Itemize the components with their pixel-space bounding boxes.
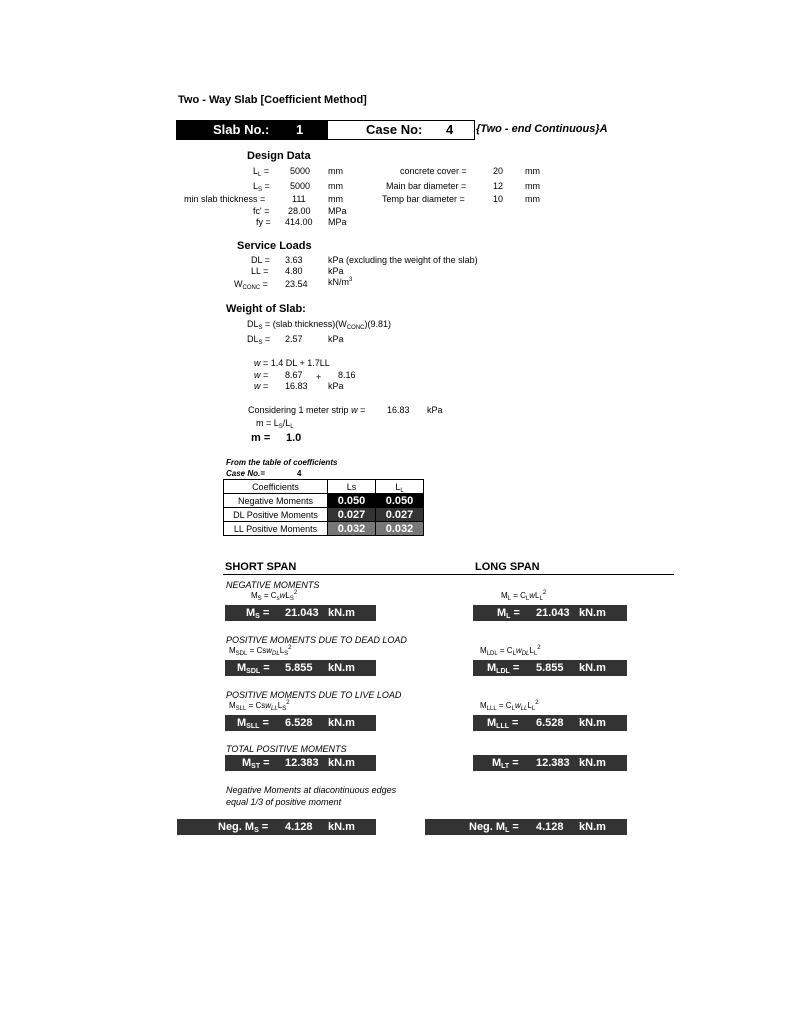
coef-col-ls: Ls	[328, 480, 376, 494]
strip-unit: kPa	[427, 405, 443, 415]
main-bar-label: Main bar diameter =	[386, 181, 467, 191]
ml-formula: $M_L = C_LwL_L^2$	[501, 590, 547, 602]
ls-value: 5000	[290, 181, 311, 191]
design-data-heading: Design Data	[247, 150, 311, 162]
wconc-label: $W_{CONC}$ =	[234, 279, 268, 291]
pos-ll-heading: POSITIVE MOMENTS DUE TO LIVE LOAD	[226, 690, 402, 700]
ms-value: 21.043	[285, 607, 319, 619]
mldl-unit: kN.m	[579, 662, 606, 674]
msll-formula: $M_{SLL} = Csw_{LL}L_S^2$	[229, 700, 290, 712]
slab-no-label: Slab No.:	[213, 122, 270, 137]
main-bar-unit: mm	[525, 181, 540, 191]
mlll-result-box	[473, 715, 627, 731]
mlll-unit: kN.m	[579, 717, 606, 729]
ll-load-unit: kPa	[328, 266, 344, 276]
w-total-value: 16.83	[285, 381, 308, 391]
wconc-unit: $kN/m^3$	[328, 277, 353, 287]
coef-ls-value: 0.032	[328, 522, 376, 536]
note-line-1: Negative Moments at diacontinuous edges	[226, 785, 397, 795]
ll-load-label: LL =	[251, 266, 269, 276]
ms-formula: $M_S = C_swL_S^2$	[251, 590, 298, 602]
dls-formula: $DL_S$ = (slab $thickness)(W_{CONC})(9.81)$	[247, 319, 391, 331]
dls-value: 2.57	[285, 334, 303, 344]
coef-ll-value: 0.032	[376, 522, 424, 536]
dls-label: $DL_S$ =	[247, 334, 271, 346]
w-total-unit: kPa	[328, 381, 344, 391]
long-span-heading: LONG SPAN	[475, 561, 540, 573]
mldl-value: 5.855	[536, 662, 564, 674]
fy-unit: MPa	[328, 217, 347, 227]
wconc-value: 23.54	[285, 279, 308, 289]
ms-label: $M_S$ =	[246, 607, 270, 620]
ml-value: 21.043	[536, 607, 570, 619]
dl-unit: kPa (excluding the weight of the slab)	[328, 255, 478, 265]
mlll-formula: $M_{LLL} = C_Lw_{LL}L_L^2$	[480, 700, 539, 712]
dl-label: DL =	[251, 255, 270, 265]
msll-result-box	[225, 715, 376, 731]
cover-value: 20	[493, 166, 504, 176]
min-slab-label: min slab thickness =	[184, 194, 266, 204]
neg-ms-label: Neg. $M_S$ =	[218, 821, 269, 834]
coef-ls-value: 0.027	[328, 508, 376, 522]
fc-unit: MPa	[328, 206, 347, 216]
min-slab-unit: mm	[328, 194, 343, 204]
ml-unit: kN.m	[579, 607, 606, 619]
msll-value: 6.528	[285, 717, 313, 729]
min-slab-value: 111	[292, 194, 306, 204]
mlt-result-box	[473, 755, 627, 771]
pos-dl-heading: POSITIVE MOMENTS DUE TO DEAD LOAD	[226, 635, 407, 645]
msdl-unit: kN.m	[328, 662, 355, 674]
ll-load-value: 4.80	[285, 266, 303, 276]
mlll-label: $M_{LLL}$ =	[487, 717, 519, 730]
weight-heading: Weight of Slab:	[226, 303, 306, 315]
coef-col-header: Coefficients	[224, 480, 328, 494]
w-sum-label: w =	[254, 370, 269, 380]
neg-ml-result-box	[425, 819, 627, 835]
msll-label: $M_{SLL}$ =	[237, 717, 269, 730]
case-no-value: 4	[446, 122, 454, 137]
dls-unit: kPa	[328, 334, 344, 344]
w-formula: w = 1.4 DL + 1.7LL	[254, 358, 330, 368]
dl-value: 3.63	[285, 255, 303, 265]
neg-ms-unit: kN.m	[328, 821, 355, 833]
strip-value: 16.83	[387, 405, 410, 415]
mst-result-box	[225, 755, 376, 771]
msll-unit: kN.m	[328, 717, 355, 729]
ls-unit: mm	[328, 181, 343, 191]
ml-label: $M_L$ =	[497, 607, 520, 620]
temp-bar-unit: mm	[525, 194, 540, 204]
table-row	[224, 494, 424, 508]
ms-result-box	[225, 605, 376, 621]
table-header-row	[224, 480, 424, 494]
w-plus: +	[316, 372, 322, 382]
ll-unit: mm	[328, 166, 343, 176]
msdl-result-box	[225, 660, 376, 676]
temp-bar-label: Temp bar diameter =	[382, 194, 465, 204]
fy-value: 414.00	[285, 217, 313, 227]
span-divider	[223, 574, 674, 575]
m-formula: $m = L_S/L_L$	[256, 418, 294, 430]
mlt-value: 12.383	[536, 757, 570, 769]
coef-ls-value: 0.050	[328, 494, 376, 508]
total-pos-heading: TOTAL POSITIVE MOMENTS	[226, 744, 347, 754]
mldl-formula: $M_{LDL} = C_Lw_{DL}L_L^2$	[480, 645, 541, 657]
m-label: m =	[251, 432, 271, 444]
neg-ms-value: 4.128	[285, 821, 313, 833]
neg-ms-result-box	[177, 819, 376, 835]
coef-col-ll: $L_L$	[376, 480, 424, 494]
ll-value: 5000	[290, 166, 311, 176]
msdl-value: 5.855	[285, 662, 313, 674]
cover-unit: mm	[525, 166, 540, 176]
msdl-formula: $M_{SDL} = Csw_{DL}L_S^2$	[229, 645, 292, 657]
note-line-2: equal 1/3 of positive moment	[226, 797, 342, 807]
strip-label: Considering 1 meter strip w =	[248, 405, 366, 415]
main-bar-value: 12	[493, 181, 504, 191]
page-title: Two - Way Slab [Coefficient Method]	[178, 94, 367, 106]
ms-unit: kN.m	[328, 607, 355, 619]
cover-label: concrete cover =	[400, 166, 467, 176]
slab-no-value: 1	[296, 122, 304, 137]
mst-label: $M_{ST}$ =	[242, 757, 270, 770]
neg-ml-label: Neg. $M_L$ =	[469, 821, 519, 834]
coefficients-table	[223, 479, 424, 536]
ll-label: $L_L$ =	[253, 166, 270, 178]
slab-header-bar	[176, 120, 475, 140]
mldl-label: $M_{LDL}$ =	[487, 662, 520, 675]
w-dl-part: 8.67	[285, 370, 303, 380]
coef-case-value: 4	[297, 469, 302, 478]
mldl-result-box	[473, 660, 627, 676]
m-value: 1.0	[286, 432, 302, 444]
neg-moments-heading: NEGATIVE MOMENTS	[226, 580, 320, 590]
mlt-unit: kN.m	[579, 757, 606, 769]
table-row	[224, 508, 424, 522]
table-row	[224, 522, 424, 536]
mlll-value: 6.528	[536, 717, 564, 729]
ls-label: $L_S$ =	[253, 181, 270, 193]
coef-from-table: From the table of coefficients	[226, 458, 338, 467]
temp-bar-value: 10	[493, 194, 504, 204]
case-description: {Two - end Continuous}A	[476, 123, 608, 135]
neg-ml-unit: kN.m	[579, 821, 606, 833]
coef-row-label: Negative Moments	[224, 494, 328, 508]
neg-ml-value: 4.128	[536, 821, 564, 833]
fc-value: 28.00	[288, 206, 311, 216]
coef-row-label: DL Positive Moments	[224, 508, 328, 522]
coef-ll-value: 0.027	[376, 508, 424, 522]
coef-row-label: LL Positive Moments	[224, 522, 328, 536]
service-loads-heading: Service Loads	[237, 240, 312, 252]
mst-unit: kN.m	[328, 757, 355, 769]
coef-ll-value: 0.050	[376, 494, 424, 508]
short-span-heading: SHORT SPAN	[225, 561, 297, 573]
w-ll-part: 8.16	[338, 370, 356, 380]
msdl-label: $M_{SDL}$ =	[237, 662, 270, 675]
case-no-label: Case No:	[366, 122, 423, 137]
mlt-label: $M_{LT}$ =	[492, 757, 519, 770]
fc-label: fc' =	[253, 206, 270, 216]
coef-case-label: Case No.=	[226, 469, 265, 478]
fy-label: fy =	[256, 217, 271, 227]
mst-value: 12.383	[285, 757, 319, 769]
ml-result-box	[473, 605, 627, 621]
w-total-label: w =	[254, 381, 269, 391]
